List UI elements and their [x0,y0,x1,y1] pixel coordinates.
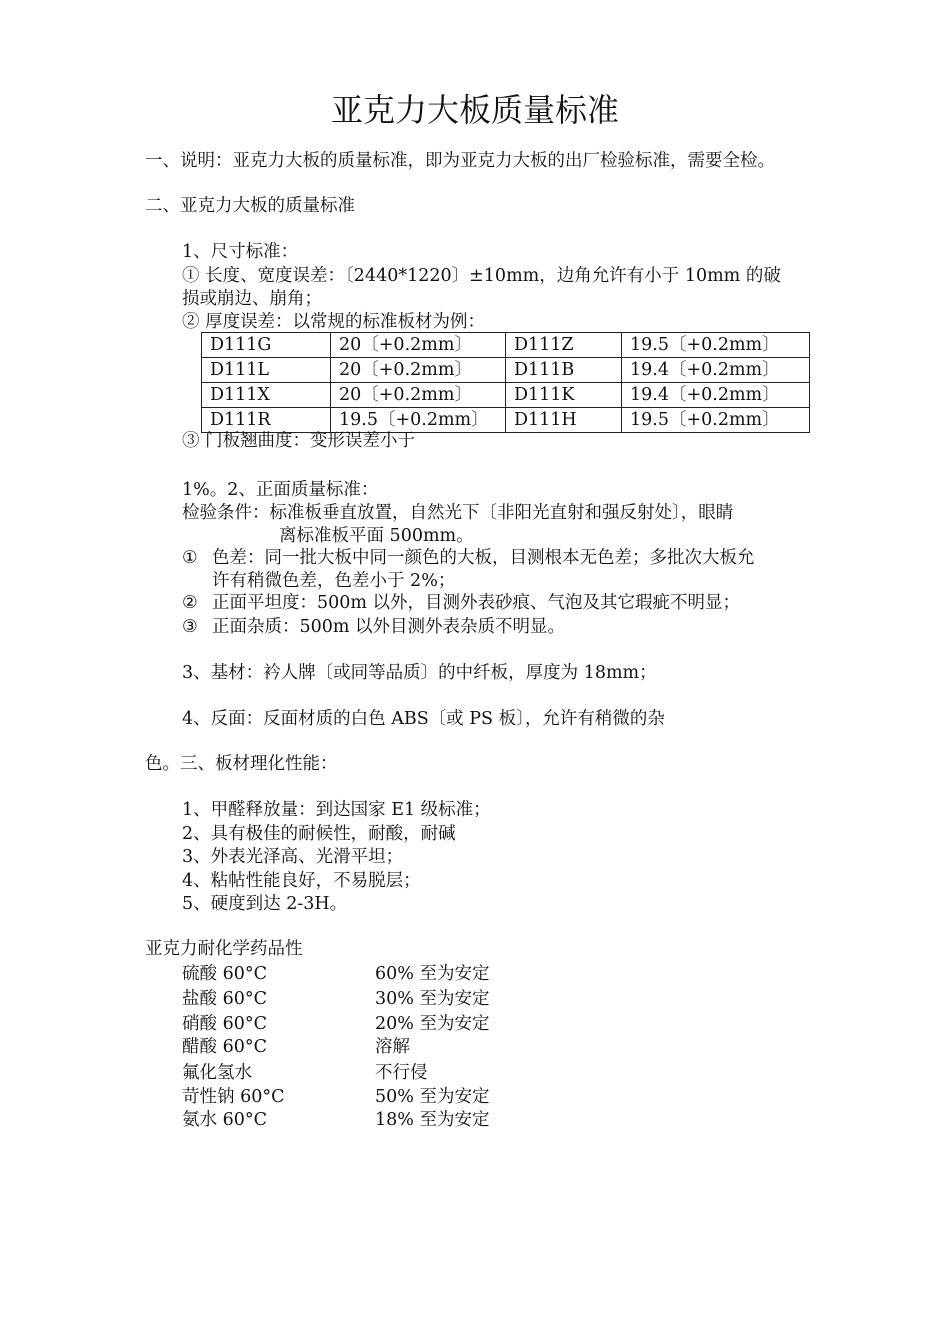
chemical-name: 苛性钠 60°C [182,1087,285,1107]
table-cell: 19.5〔+0.2mm〕 [622,333,810,358]
size-item-3: ③ 门板翘曲度：变形误差小于 [182,431,416,451]
inspection-condition-cont: 离标准板平面 500mm。 [279,526,474,546]
section-1-description: 一、说明：亚克力大板的质量标准，即为亚克力大板的出厂检验标准，需要全检。 [145,151,775,171]
size-standard-heading: 1、尺寸标准： [182,242,299,262]
chemical-name: 硝酸 60°C [182,1014,267,1034]
table-cell: 19.4〔+0.2mm〕 [622,383,810,408]
size-item-1: ① 长度、宽度误差：〔2440*1220〕±10mm，边角允许有小于 10mm 的破 [182,266,781,286]
page-title: 亚克力大板质量标准 [330,91,619,129]
front-item-2-number: ② [182,593,198,613]
thickness-table [201,332,810,433]
table-cell: 19.5〔+0.2mm〕 [331,408,506,433]
chemical-result: 30% 至为安定 [375,989,490,1009]
table-cell: D111Z [506,333,622,358]
table-cell: D111B [506,358,622,383]
front-item-2: 正面平坦度：500m 以外，目测外表砂痕、气泡及其它瑕疵不明显； [212,593,741,613]
table-cell: 19.4〔+0.2mm〕 [622,358,810,383]
chemical-name: 盐酸 60°C [182,989,267,1009]
front-quality-heading: 1%。2、正面质量标准： [182,480,379,500]
table-cell: 19.5〔+0.2mm〕 [622,408,810,433]
table-cell: D111X [202,383,331,408]
property-item: 4、粘帖性能良好，不易脱层； [182,871,421,891]
chemical-name: 硫酸 60°C [182,964,267,984]
chemical-result: 50% 至为安定 [375,1087,490,1107]
chemical-name: 氨水 60°C [182,1110,267,1130]
property-item: 3、外表光泽高、光滑平坦； [182,847,404,867]
table-cell: 20〔+0.2mm〕 [331,333,506,358]
table-cell: D111G [202,333,331,358]
table-cell: 20〔+0.2mm〕 [331,383,506,408]
chemical-result: 不行侵 [375,1063,428,1083]
property-item: 1、甲醛释放量：到达国家 E1 级标准； [182,800,491,820]
chemical-name: 醋酸 60°C [182,1037,267,1057]
table-row [202,358,810,383]
chemical-result: 18% 至为安定 [375,1110,490,1130]
property-item: 2、具有极佳的耐候性，耐酸，耐碱 [182,824,456,844]
section-2-heading: 二、亚克力大板的质量标准 [145,196,355,216]
property-item: 5、硬度到达 2-3H。 [182,894,348,914]
front-item-1-cont: 许有稍微色差，色差小于 2%； [212,571,456,591]
front-item-3: 正面杂质：500m 以外目测外表杂质不明显。 [212,617,566,637]
table-cell: D111R [202,408,331,433]
section-3-heading: 色。三、板材理化性能： [145,754,338,774]
chemical-name: 氟化氢水 [182,1063,252,1083]
size-item-2: ② 厚度误差：以常规的标准板材为例： [182,312,486,332]
table-cell: D111H [506,408,622,433]
inspection-condition: 检验条件：标准板垂直放置，自然光下〔非阳光直射和强反射处〕，眼睛 [182,503,734,523]
front-item-1: 色差：同一批大板中同一颜色的大板，目测根本无色差；多批次大板允 [212,548,755,568]
size-item-1-cont: 损或崩边、崩角； [182,289,322,309]
table-cell: D111L [202,358,331,383]
front-item-3-number: ③ [182,617,198,637]
chemical-result: 60% 至为安定 [375,964,490,984]
chemical-resistance-heading: 亚克力耐化学药品性 [145,939,303,959]
table-cell: D111K [506,383,622,408]
table-row [202,333,810,358]
chemical-result: 20% 至为安定 [375,1014,490,1034]
back-side: 4、反面：反面材质的白色 ABS〔或 PS 板〕，允许有稍微的杂 [182,709,665,729]
front-item-1-number: ① [182,548,198,568]
chemical-result: 溶解 [375,1037,410,1057]
table-row [202,408,810,433]
table-row [202,383,810,408]
table-cell: 20〔+0.2mm〕 [331,358,506,383]
base-material: 3、基材：衿人牌〔或同等品质〕的中纤板，厚度为 18mm； [182,663,657,683]
